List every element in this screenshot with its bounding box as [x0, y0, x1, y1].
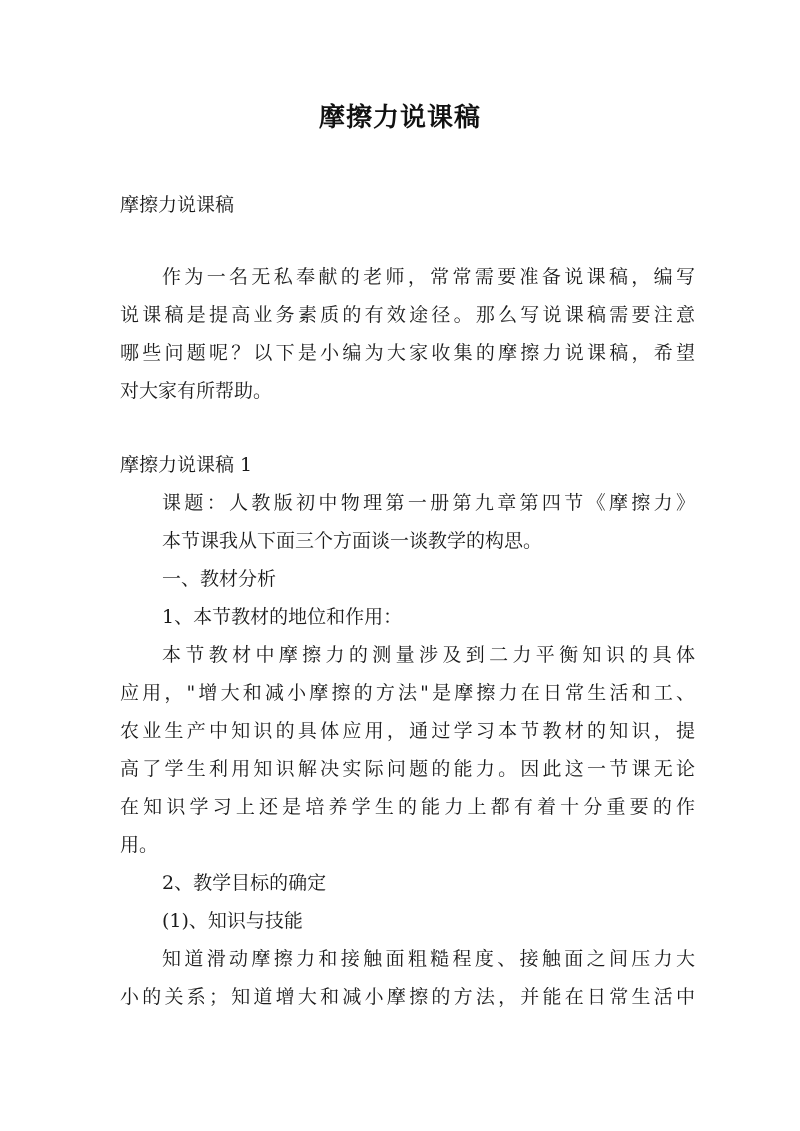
body-line-6: 应用，"增大和减小摩擦的方法"是摩擦力在日常生活和工、 — [120, 682, 695, 704]
body-line-4: 1、本节教材的地位和作用： — [162, 606, 403, 628]
intro-line-3: 哪些问题呢？以下是小编为大家收集的摩擦力说课稿，希望 — [120, 342, 695, 364]
body-line-1: 课题：人教版初中物理第一册第九章第四节《摩擦力》 — [162, 492, 695, 514]
section-heading: 摩擦力说课稿 1 — [120, 454, 253, 476]
body-line-13: 知道滑动摩擦力和接触面粗糙程度、接触面之间压力大 — [162, 948, 695, 970]
document-subtitle: 摩擦力说课稿 — [120, 194, 235, 216]
intro-line-1: 作为一名无私奉献的老师，常常需要准备说课稿，编写 — [162, 266, 695, 288]
body-line-9: 在知识学习上还是培养学生的能力上都有着十分重要的作 — [120, 796, 695, 818]
document-title: 摩擦力说课稿 — [318, 103, 481, 133]
intro-line-4: 对大家有所帮助。 — [120, 380, 273, 402]
body-line-14: 小的关系；知道增大和减小摩擦的方法，并能在日常生活中 — [120, 986, 695, 1008]
intro-line-2: 说课稿是提高业务素质的有效途径。那么写说课稿需要注意 — [120, 304, 695, 326]
body-line-5: 本节教材中摩擦力的测量涉及到二力平衡知识的具体 — [162, 644, 695, 666]
body-line-10: 用。 — [120, 834, 159, 856]
body-line-7: 农业生产中知识的具体应用，通过学习本节教材的知识，提 — [120, 720, 695, 742]
body-line-11: 2、教学目标的确定 — [162, 872, 327, 894]
body-line-8: 高了学生利用知识解决实际问题的能力。因此这一节课无论 — [120, 758, 695, 780]
body-line-12: (1)、知识与技能 — [162, 910, 303, 932]
body-line-2: 本节课我从下面三个方面谈一谈教学的构思。 — [162, 530, 543, 552]
body-line-3: 一、教材分析 — [162, 568, 277, 590]
